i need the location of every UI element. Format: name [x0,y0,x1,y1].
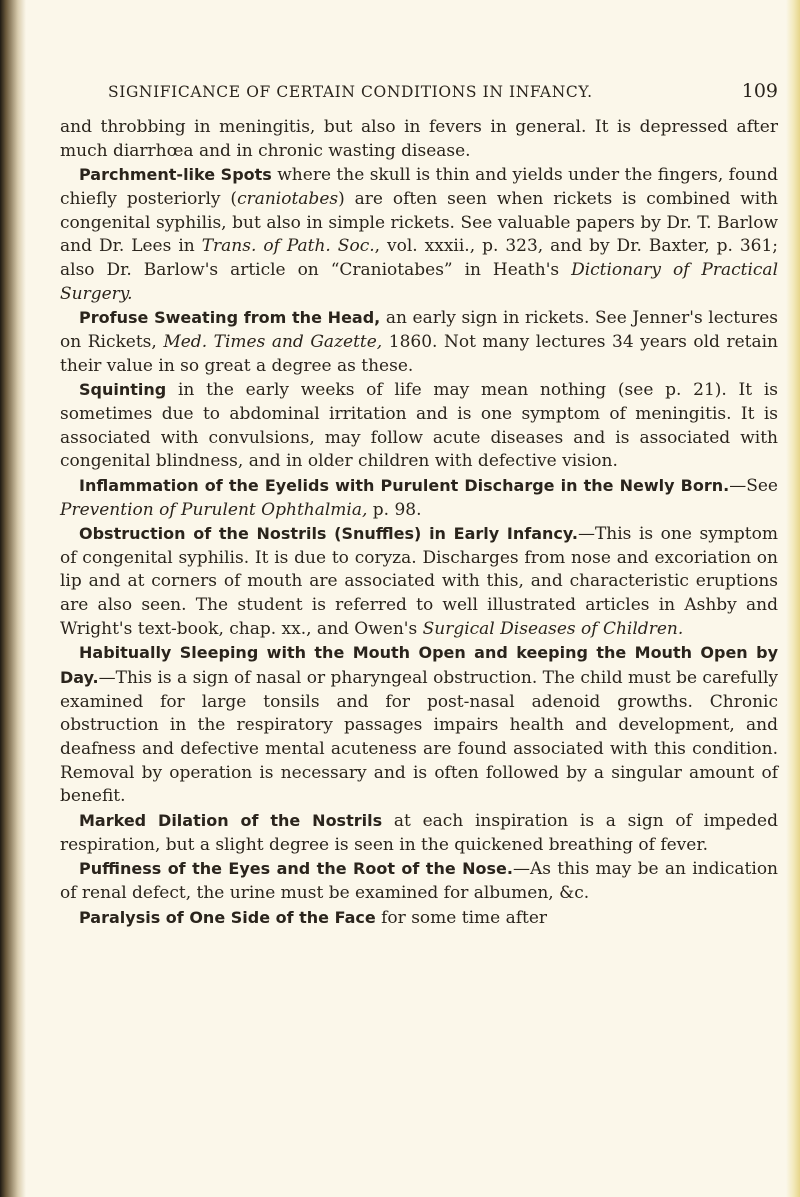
paragraph-text: an early sign in rickets. See Jenner's lectures on Rickets, [60,308,778,352]
paragraph [60,116,778,163]
paragraph-heading: Paralysis of One Side of the Face [79,907,376,927]
italic-citation: Trans. of Path. Soc. [201,236,375,257]
page-gutter-shadow [0,0,26,1197]
paragraph [60,306,778,378]
paragraph-heading: Puffiness of the Eyes and the Root of the Nose. [79,859,513,879]
paragraph-text: and throbbing in meningitis, but also in fevers in general. It is depressed after much diarrhœa and in chronic wasting disease. [60,117,778,161]
paragraph-heading: Obstruction of the Nostrils (Snuffles) in Early Infancy. [79,524,578,544]
paragraph-text: in the early weeks of life may mean nothing (see p. 21). It is sometimes due to abdominal irritation and is one symptom of meningitis. It is associated with convulsions, may follow acute diseases and is associated with congenital blindness, and in older children with defective vision. [60,380,778,472]
running-header [108,80,778,102]
paragraph-text: —This is one symptom of congenital syphilis. It is due to coryza. Discharges from nose and excoriation on lip and at corners of mouth are associated with this, and characteristic eruptions are also seen. The student is referred to well illustrated articles in Ashby and Wright's text-book, chap. xx., and Owen's [60,524,778,639]
italic-citation: Prevention of Purulent Ophthalmia, [60,499,368,520]
paragraph-text: where the skull is thin and yields under the fingers, found chiefly posteriorly ( [60,165,778,209]
paragraph-text: p. 98. [367,499,422,520]
running-title: SIGNIFICANCE OF CERTAIN CONDITIONS IN INFANCY. [108,83,593,101]
italic-citation: craniotabes [237,188,339,209]
page-edge-stain [786,0,800,1197]
paragraph [60,474,778,522]
page-number: 109 [741,80,778,102]
paragraph [60,641,778,809]
body-text [60,116,778,930]
italic-citation: Dictionary of Practical Surgery. [60,259,779,304]
paragraph-heading: Parchment-like Spots [79,165,272,185]
paragraph-text: for some time after [375,907,548,928]
paragraph-text: —This is a sign of nasal or pharyngeal obstruction. The child must be carefully examined for large tonsils and for post-nasal adenoid growths. Chronic obstruction in the respiratory passages impairs health and development, and deafness and defective mental acuteness are found associated with this condition. Removal by operation is necessary and is often followed by a singular amount of benefit. [60,668,778,807]
paragraph-text: at each inspiration is a sign of impeded respiration, but a slight degree is seen in the quickened breathing of fever. [60,811,779,855]
paragraph-text: —See [729,475,778,496]
paragraph [60,378,778,474]
paragraph-text: 1860. Not many lectures 34 years old retain their value in so great a degree as these. [60,331,779,376]
paragraph-text: —As this may be an indication of renal defect, the urine must be examined for albumen, &c. [60,859,779,903]
paragraph-heading: Marked Dilation of the Nostrils [79,811,383,831]
paragraph-heading: Squinting [79,380,167,400]
paragraph [60,163,778,306]
italic-citation: Surgical Diseases of Children. [422,618,684,639]
italic-citation: Med. Times and Gazette, [163,331,383,352]
paragraph-heading: Inflammation of the Eyelids with Purulent Discharge in the Newly Born. [79,475,730,495]
paragraph-heading: Profuse Sweating from the Head, [79,308,381,328]
paragraph [60,906,778,931]
paragraph [60,857,778,905]
paragraph [60,522,778,641]
paragraph-text: ) are often seen when rickets is combined with congenital syphilis, but also in simple rickets. See valuable papers by Dr. T. Barlow and Dr. Lees in [60,188,778,257]
paragraph-heading: Habitually Sleeping with the Mouth Open and keeping the Mouth Open by Day. [60,643,778,688]
paragraph-text: , vol. xxxii., p. 323, and by Dr. Baxter, p. 361; also Dr. Barlow's article on “Craniotabes” in Heath's [60,236,779,280]
paragraph [60,809,778,857]
